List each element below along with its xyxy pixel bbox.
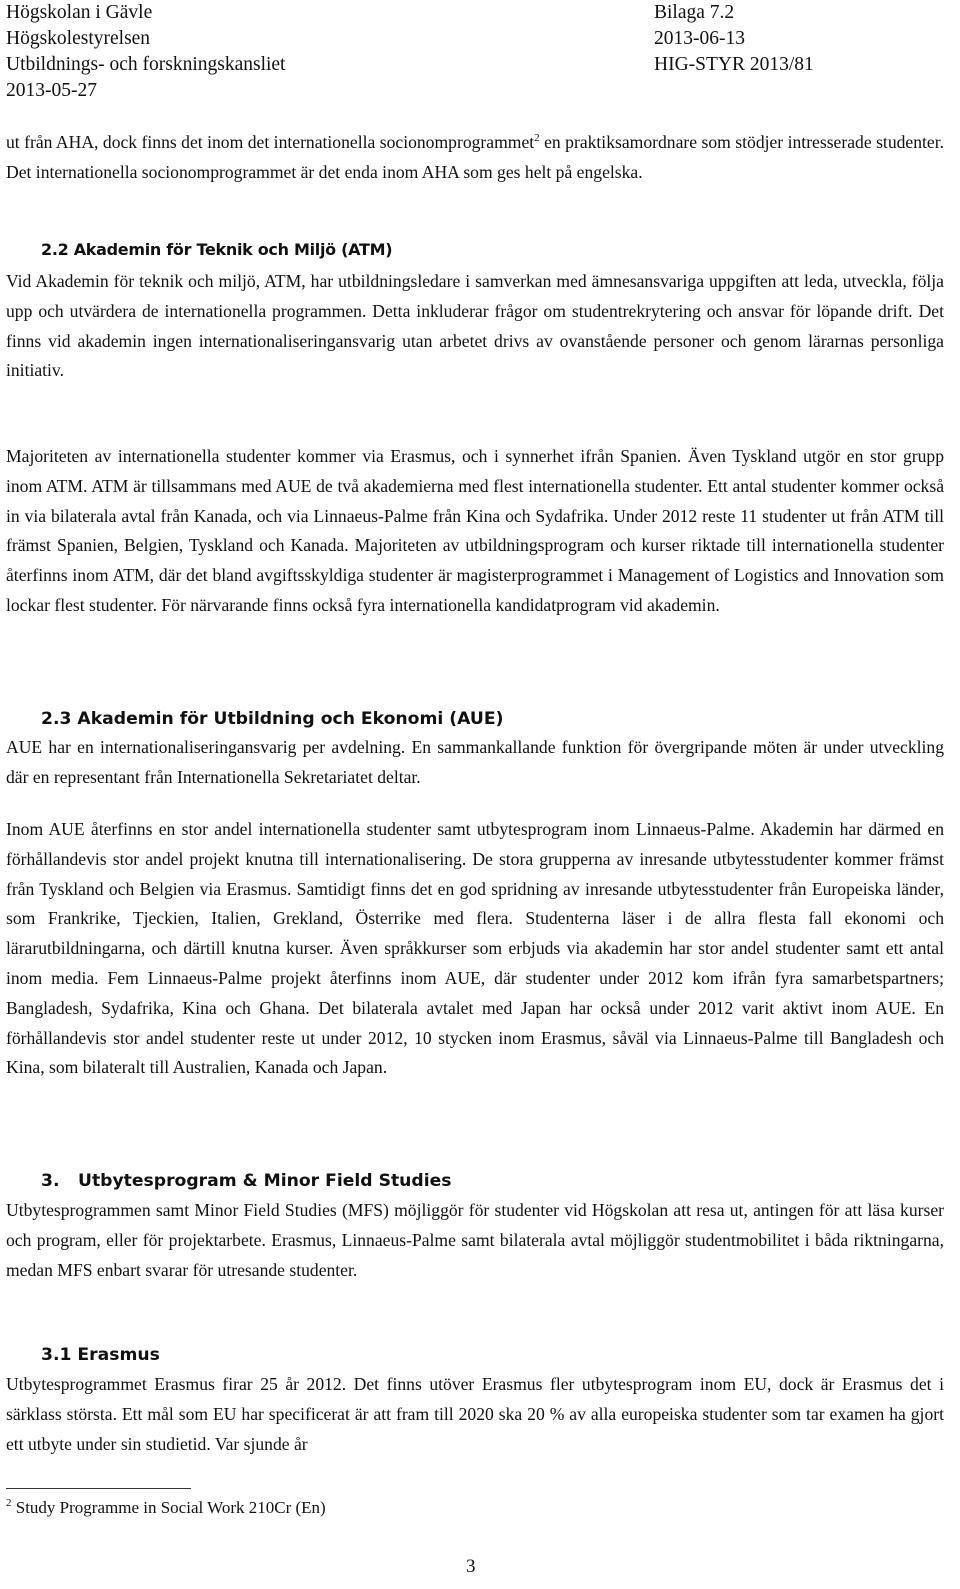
section-2-3-paragraph-1 [6, 733, 944, 793]
section-2-2-text-2: Majoriteten av internationella studenter kommer via Erasmus, och i synnerhet ifrån Spanien. Även Tyskland utgör en stor grupp inom ATM. ATM är tillsammans med AUE de två akademierna med flest internationella studenter. Ett antal studenter kommer också in via bilaterala avtal från Kanada, och via Linnaeus-Palme från Kina och Sydafrika. Under 2012 reste 11 studenter ut från ATM till främst Spanien, Belgien, Tyskland och Kanada. Majoriteten av utbildningsprogram och kurser riktade till internationella studenter återfinns inom ATM, där det bland avgiftsskyldiga studenter är magisterprogrammet i Management of Logistics and Innovation som lockar flest studenter. För närvarande finns också fyra internationella kandidatprogram vid akademin. [6, 446, 944, 615]
footnote [6, 1496, 326, 1520]
header-reference: HIG-STYR 2013/81 [654, 54, 814, 75]
header-appendix: Bilaga 7.2 [654, 2, 735, 23]
section-2-2-text-1: Vid Akademin för teknik och miljö, ATM, har utbildningsledare i samverkan med ämnesansvariga uppgiften att leda, utveckla, följa upp och utvärdera de internationella programmen. Detta inkluderar frågor om studentrekrytering och ansvar för löpande drift. Det finns vid akademin ingen internationaliseringansvarig utan arbetet drivs av ovanstående personer och genom lärarnas personliga initiativ. [6, 271, 944, 381]
header-office: Utbildnings- och forskningskansliet [6, 54, 286, 75]
header-meeting-date: 2013-06-13 [654, 28, 745, 49]
page-number: 3 [466, 1556, 476, 1577]
section-2-3-paragraph-2 [6, 815, 944, 1083]
section-2-2-paragraph-1 [6, 267, 944, 386]
header-institution: Högskolan i Gävle [6, 2, 153, 23]
intro-paragraph [6, 128, 944, 188]
intro-text-end: en praktiksamordnare som stödjer intresserade studenter. Det internationella socionomprogrammet är det enda inom AHA som ges helt på engelska. [6, 132, 945, 182]
section-2-3-text-1: AUE har en internationaliseringansvarig per avdelning. En sammankallande funktion för övergripande möten är under utveckling där en representant från Internationella Sekretariatet deltar. [6, 737, 944, 787]
section-3-1-heading: 3.1 Erasmus [41, 1345, 160, 1365]
section-3-number: 3. [41, 1171, 60, 1191]
section-2-2-paragraph-2 [6, 442, 944, 621]
header-board: Högskolestyrelsen [6, 28, 151, 49]
section-2-2-heading: 2.2 Akademin för Teknik och Miljö (ATM) [41, 240, 393, 259]
section-3-title: Utbytesprogram & Minor Field Studies [78, 1171, 452, 1191]
footnote-ref: 2 [534, 132, 540, 144]
section-2-3-text-2: Inom AUE återfinns en stor andel internationella studenter samt utbytesprogram inom Linnaeus-Palme. Akademin har därmed en förhållandevis stor andel projekt knutna till internationalisering. De stora grupperna av inresande utbytesstudenter kommer främst från Tyskland och Belgien via Erasmus. Samtidigt finns det en god spridning av inresande utbytesstudenter från Europeiska länder, som Frankrike, Tjeckien, Italien, Grekland, Österrike med flera. Studenterna läser i de allra flesta fall ekonomi och lärarutbildningarna, och därtill knutna kurser. Även språkkurser som erbjuds via akademin har stor andel studenter samt ett antal inom media. Fem Linnaeus-Palme projekt återfinns inom AUE, där studenter under 2012 kom ifrån fyra samarbetspartners; Bangladesh, Sydafrika, Kina och Ghana. Det bilaterala avtalet med Japan har också under 2012 varit aktivt inom AUE. En förhållandevis stor andel studenter reste ut under 2012, 10 stycken inom Erasmus, såväl via Linnaeus-Palme till Bangladesh och Kina, som bilateralt till Australien, Kanada och Japan. [6, 819, 944, 1078]
section-2-3-heading: 2.3 Akademin för Utbildning och Ekonomi (AUE) [41, 709, 504, 729]
section-3-paragraph [6, 1196, 944, 1285]
footnote-separator [6, 1488, 191, 1489]
footnote-text: Study Programme in Social Work 210Cr (En) [11, 1498, 326, 1517]
section-3-1-paragraph [6, 1370, 944, 1459]
header-date: 2013-05-27 [6, 80, 97, 101]
section-3-1-text: Utbytesprogrammet Erasmus firar 25 år 2012. Det finns utöver Erasmus fler utbytesprogram inom EU, dock är Erasmus det i särklass största. Ett mål som EU har specificerat är att fram till 2020 ska 20 % av alla europeiska studenter som tar examen ha gjort ett utbyte under sin studietid. Var sjunde år [6, 1374, 944, 1454]
section-3-text: Utbytesprogrammen samt Minor Field Studies (MFS) möjliggör för studenter vid Högskolan att resa ut, antingen för att läsa kurser och program, eller för projektarbete. Erasmus, Linnaeus-Palme samt bilaterala avtal möjliggör studentmobilitet i båda riktningarna, medan MFS enbart svarar för utresande studenter. [6, 1200, 944, 1280]
footnote-marker: 2 [6, 1497, 12, 1509]
intro-text-start: ut från AHA, dock finns det inom det internationella socionomprogrammet [6, 132, 535, 152]
